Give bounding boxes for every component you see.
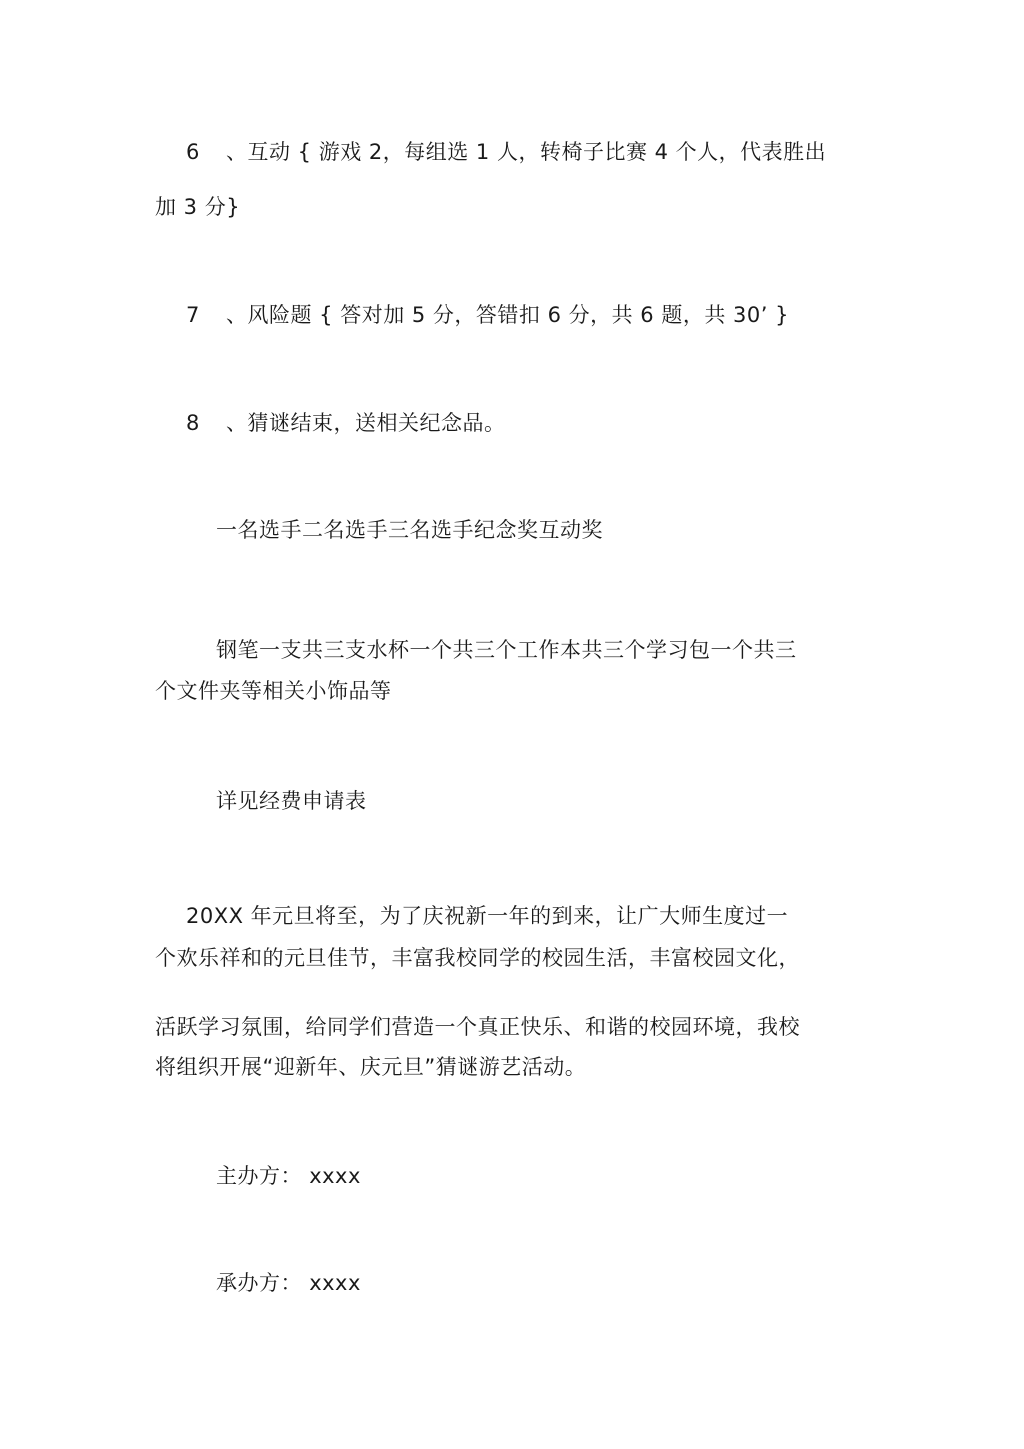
item-6-line1 <box>186 138 826 166</box>
item-number: 7 <box>186 303 200 327</box>
awards-line: 一名选手二名选手三名选手纪念奖互动奖 <box>216 518 603 542</box>
prizes-line1: 钢笔一支共三支水杯一个共三个工作本共三个学习包一个共三 <box>216 638 797 662</box>
intro-line2: 个欢乐祥和的元旦佳节，丰富我校同学的校园生活，丰富校园文化， <box>155 946 800 970</box>
organizer-value: xxxx <box>309 1164 361 1188</box>
item-text: 、猜谜结束，送相关纪念品。 <box>226 411 506 435</box>
budget-note: 详见经费申请表 <box>216 789 367 813</box>
co-organizer <box>216 1269 361 1297</box>
organizer-label: 主办方： <box>216 1164 302 1188</box>
intro-line4: 将组织开展“迎新年、庆元旦”猜谜游艺活动。 <box>155 1055 587 1079</box>
item-number: 8 <box>186 411 200 435</box>
organizer <box>216 1162 361 1190</box>
intro-line1: 20XX 年元旦将至，为了庆祝新一年的到来，让广大师生度过一 <box>186 904 789 928</box>
item-text: 、互动 { 游戏 2，每组选 1 人，转椅子比赛 4 个人，代表胜出 <box>226 140 827 164</box>
item-7 <box>186 301 789 329</box>
intro-line3: 活跃学习氛围，给同学们营造一个真正快乐、和谐的校园环境，我校 <box>155 1015 800 1039</box>
prizes-line2: 个文件夹等相关小饰品等 <box>155 679 392 703</box>
co-organizer-label: 承办方： <box>216 1271 302 1295</box>
item-8 <box>186 409 506 437</box>
item-number: 6 <box>186 140 200 164</box>
item-text: 、风险题 { 答对加 5 分，答错扣 6 分，共 6 题，共 30’ } <box>226 303 789 327</box>
item-6-line2: 加 3 分} <box>155 195 241 219</box>
co-organizer-value: xxxx <box>309 1271 361 1295</box>
